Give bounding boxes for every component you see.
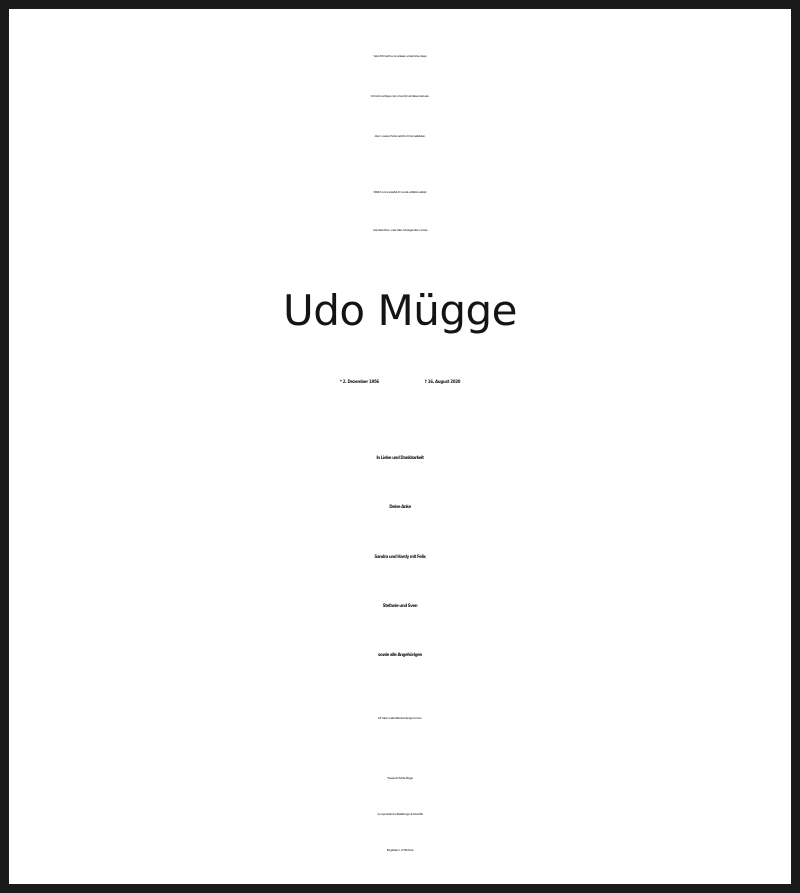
death-date: † 16. August 2020 xyxy=(424,379,461,384)
intro-line-1: Plötzlich und unerwartet, für uns alle unfaßbar verstarb xyxy=(373,191,427,194)
contact-line-1: Trauerpost: Familie Mügge xyxy=(387,777,413,780)
contact-line-2: c/o Anja Graalmann Bestattungen & Trauerhilfe xyxy=(377,813,423,816)
farewell-text: Wir haben in aller Stille Abschied genommen. xyxy=(378,717,422,720)
verse-line-1: Viel zu früh hast Du uns verlassen, schwer ist es, diesen xyxy=(373,55,427,58)
verse-line-3: Aber in unseren Herzen wirst Du immer weiterleben. xyxy=(374,135,426,138)
birth-date: * 2. Dezember 1956 xyxy=(339,379,379,384)
deceased-name: Udo Mügge xyxy=(283,286,517,335)
mourner-line-3: Sandra und Hardy mit Felix xyxy=(374,554,426,559)
contact-line-3: Burgstraße 3 · 27798 Hude xyxy=(386,849,414,852)
intro-line-2: mein lieber Mann, unser Vater, Schwiegervater und Opa xyxy=(372,229,428,232)
life-dates xyxy=(9,364,791,400)
mourner-line-2: Deine Anke xyxy=(389,504,411,509)
mourner-line-5: sowie alle Angehörigen xyxy=(378,652,422,657)
verse-line-2: Schmerz zu ertragen, denn ohne Dich wird alles anders sein. xyxy=(370,95,430,98)
mourner-line-1: In Liebe und Dankbarkeit xyxy=(376,455,424,460)
mourner-line-4: Stefanie und Sven xyxy=(382,603,418,608)
